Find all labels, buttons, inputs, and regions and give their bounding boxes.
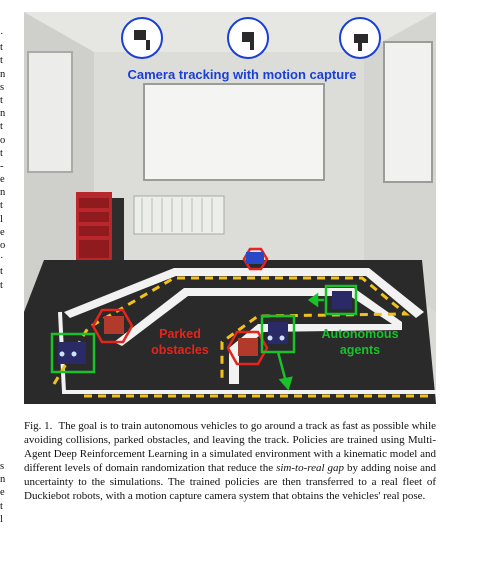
agents-label-line1: Autonomous: [321, 327, 399, 341]
fragment-char: n: [0, 108, 6, 120]
fragment-char: t: [0, 55, 3, 67]
agents-label-line2: agents: [339, 343, 381, 357]
fragment-char: l: [0, 513, 3, 525]
fragment-char: t: [0, 266, 3, 278]
adjacent-column-fragments: [0, 28, 20, 292]
fragment-char: l: [0, 213, 3, 225]
whiteboard-right: [384, 42, 432, 182]
figure-photo: [24, 12, 436, 404]
fragment-char: t: [0, 200, 3, 212]
fragment-char: t: [0, 500, 3, 512]
fragment-char: o: [0, 240, 6, 251]
fragment-char: t: [0, 279, 3, 291]
caption-emphasis: sim-to-real gap: [276, 461, 345, 474]
fragment-char: t: [0, 94, 3, 106]
radiator: [134, 196, 224, 234]
fragment-char: n: [0, 187, 6, 199]
figure-caption: [24, 420, 436, 503]
fragment-char: -: [0, 160, 4, 172]
adjacent-column-fragments-lower: [0, 460, 20, 526]
fragment-char: ·: [0, 29, 4, 40]
caption-text-before: The goal is to train autonomous vehicles to go around a track as fast as possible while avoiding collisions, parked obstacles, and leaving the track. Policies are trained using Multi-Agent Deep Reinforcement Learning in a simulated environment with a kinematic model and different levels of domain randomization that reduce the: [24, 420, 437, 474]
parked-label-line1: Parked: [159, 327, 201, 341]
fragment-char: o: [0, 134, 6, 146]
fragment-char: t: [0, 42, 3, 54]
fragment-char: t: [0, 147, 3, 159]
whiteboard-center: [144, 84, 324, 180]
fragment-char: e: [0, 174, 5, 186]
fragment-char: s: [0, 461, 5, 472]
fragment-char: e: [0, 226, 5, 238]
camera-label: Camera tracking with motion capture: [127, 67, 357, 82]
caption-text-after: by adding noise and uncertainty to the simulations. The trained policies are then transferred to a real fleet of Duckiebot robots, with a motion capture camera system that obtains the vehicles' real pose.: [24, 461, 436, 502]
fragment-char: t: [0, 121, 3, 133]
parked-label-line2: obstacles: [151, 343, 209, 357]
fragment-char: n: [0, 68, 6, 80]
fragment-char: s: [0, 81, 5, 93]
fragment-char: ·: [0, 253, 4, 265]
figure-number: Fig. 1.: [24, 420, 53, 432]
whiteboard-left: [28, 52, 72, 172]
fragment-char: e: [0, 487, 5, 499]
fragment-char: n: [0, 474, 6, 486]
